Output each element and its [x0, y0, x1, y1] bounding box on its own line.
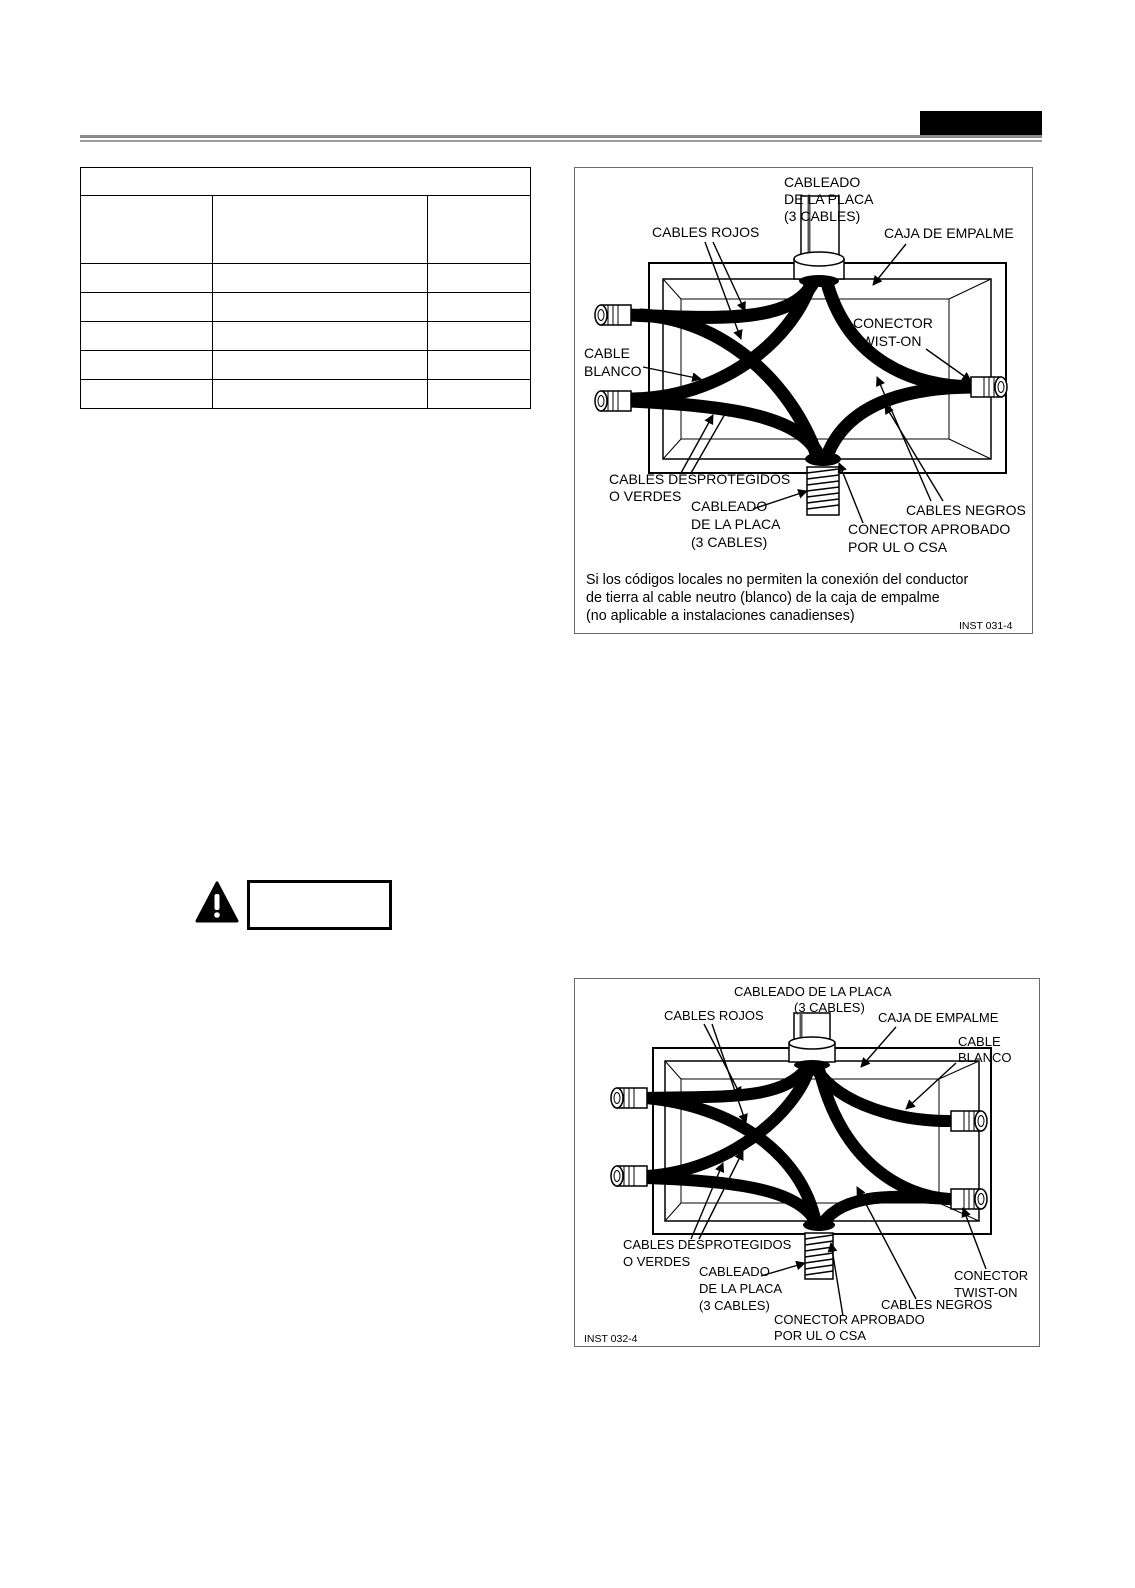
- label-approved-connector: POR UL O CSA: [848, 539, 948, 555]
- twist-on-connector-icon: [951, 1111, 987, 1131]
- table-title-cell: [81, 168, 531, 196]
- table-row: [81, 322, 531, 351]
- label-top-wiring: DE LA PLACA: [784, 191, 874, 207]
- table-row: [81, 264, 531, 293]
- table-header-row: [81, 196, 531, 264]
- label-bottom-wiring: CABLEADO: [699, 1264, 770, 1279]
- table-row: [81, 293, 531, 322]
- label-twist-on: CONECTOR: [954, 1268, 1029, 1283]
- table-cell: [213, 351, 428, 380]
- figure-note: de tierra al cable neutro (blanco) de la caja de empalme: [586, 590, 940, 606]
- twist-on-connector-icon: [611, 1088, 647, 1108]
- table-cell: [428, 196, 531, 264]
- wiring-diagram-figure-1: [574, 167, 1033, 634]
- label-bottom-wiring: DE LA PLACA: [699, 1281, 783, 1296]
- table-row: [81, 380, 531, 409]
- table-cell: [81, 380, 213, 409]
- figure-code: INST 031-4: [959, 620, 1013, 632]
- table-cell: [213, 264, 428, 293]
- table-cell: [213, 380, 428, 409]
- label-bottom-wiring: CABLEADO: [691, 498, 768, 514]
- label-ground-wires: CABLES DESPROTEGIDOS: [623, 1237, 792, 1252]
- table-cell: [81, 322, 213, 351]
- spec-table: [80, 167, 531, 409]
- wiring-diagram-figure-2: [574, 978, 1040, 1347]
- table-cell: [428, 322, 531, 351]
- warning-label-box: [247, 880, 392, 930]
- label-junction-box: CAJA DE EMPALME: [878, 1010, 999, 1025]
- top-conduit: [789, 1013, 835, 1070]
- label-red-wires: CABLES ROJOS: [664, 1008, 764, 1023]
- label-bottom-wiring: DE LA PLACA: [691, 516, 781, 532]
- table-cell: [428, 351, 531, 380]
- table-cell: [213, 322, 428, 351]
- table-cell: [213, 293, 428, 322]
- label-ground-wires: CABLES DESPROTEGIDOS: [609, 471, 791, 487]
- label-white-wire: CABLE: [584, 345, 630, 361]
- twist-on-connector-icon: [971, 377, 1007, 397]
- label-junction-box: CAJA DE EMPALME: [884, 225, 1014, 241]
- label-black-wires: CABLES NEGROS: [906, 502, 1026, 518]
- table-cell: [428, 293, 531, 322]
- table-cell: [81, 264, 213, 293]
- wiring-diagram-2: [575, 979, 1041, 1348]
- label-top-wiring: CABLEADO DE LA PLACA: [734, 984, 892, 999]
- label-red-wires: CABLES ROJOS: [652, 224, 760, 240]
- label-twist-on: TWIST-ON: [954, 1285, 1018, 1300]
- wiring-diagram-1: [575, 168, 1034, 635]
- warning-triangle-icon: [195, 880, 239, 926]
- table-cell: [81, 293, 213, 322]
- table-row: [81, 351, 531, 380]
- header-rule-secondary: [80, 140, 1042, 142]
- label-black-wires: CABLES NEGROS: [881, 1297, 993, 1312]
- table-cell: [213, 196, 428, 264]
- label-white-wire: BLANCO: [958, 1050, 1012, 1065]
- label-twist-on: TWIST-ON: [853, 333, 922, 349]
- bottom-conduit: [805, 452, 841, 515]
- header-rule: [80, 135, 1042, 138]
- label-top-wiring: (3 CABLES): [784, 208, 861, 224]
- label-approved-connector: CONECTOR APROBADO: [774, 1312, 925, 1327]
- figure-note: (no aplicable a instalaciones canadienses): [586, 608, 855, 624]
- label-twist-on: CONECTOR: [853, 315, 933, 331]
- figure-code: INST 032-4: [584, 1333, 638, 1345]
- section-tab: [920, 111, 1042, 135]
- twist-on-connector-icon: [595, 305, 631, 325]
- twist-on-connector-icon: [611, 1166, 647, 1186]
- table-cell: [81, 351, 213, 380]
- label-top-wiring: CABLEADO: [784, 174, 861, 190]
- label-top-wiring: (3 CABLES): [794, 1000, 865, 1015]
- table-cell: [428, 264, 531, 293]
- label-ground-wires: O VERDES: [623, 1254, 691, 1269]
- figure-note: Si los códigos locales no permiten la conexión del conductor: [586, 572, 969, 588]
- label-bottom-wiring: (3 CABLES): [699, 1298, 770, 1313]
- label-bottom-wiring: (3 CABLES): [691, 534, 768, 550]
- twist-on-connector-icon: [595, 391, 631, 411]
- label-approved-connector: CONECTOR APROBADO: [848, 521, 1011, 537]
- label-ground-wires: O VERDES: [609, 488, 682, 504]
- label-approved-connector: POR UL O CSA: [774, 1328, 866, 1343]
- label-white-wire: BLANCO: [584, 363, 642, 379]
- label-white-wire: CABLE: [958, 1034, 1001, 1049]
- table-cell: [428, 380, 531, 409]
- twist-on-connector-icon: [951, 1189, 987, 1209]
- table-cell: [81, 196, 213, 264]
